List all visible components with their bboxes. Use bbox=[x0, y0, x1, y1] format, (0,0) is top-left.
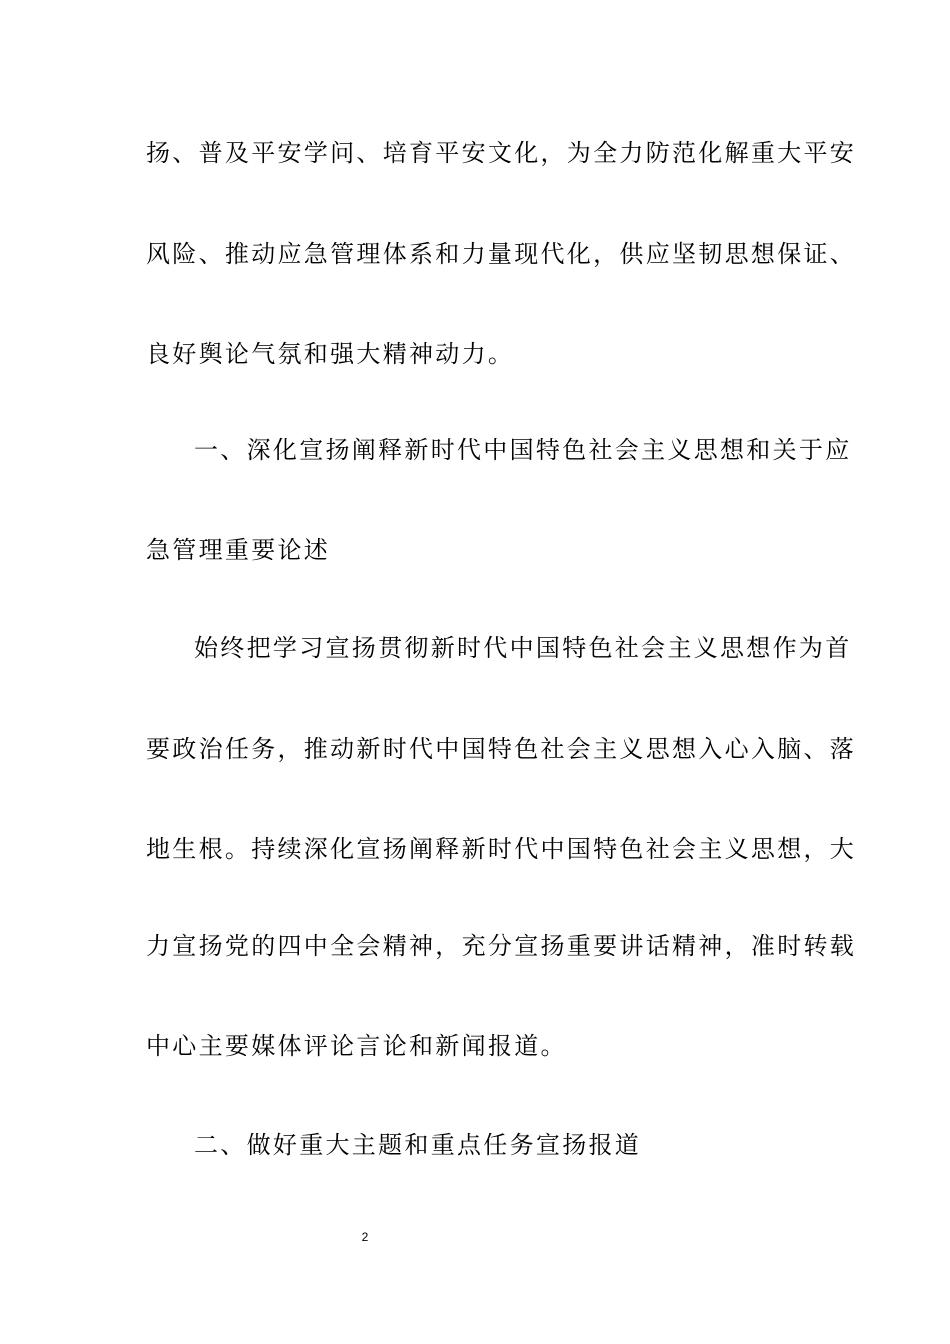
paragraph-line: 始终把学习宣扬贯彻新时代中国特色社会主义思想作为首 bbox=[194, 634, 852, 662]
section-heading-line: 一、深化宣扬阐释新时代中国特色社会主义思想和关于应 bbox=[194, 436, 852, 464]
paragraph-line: 中心主要媒体评论言论和新闻报道。 bbox=[146, 1032, 567, 1060]
page-number: 2 bbox=[361, 1230, 369, 1244]
paragraph-line: 扬、普及平安学问、培育平安文化，为全力防范化解重大平安 bbox=[146, 139, 857, 167]
paragraph-line: 地生根。持续深化宣扬阐释新时代中国特色社会主义思想，大 bbox=[146, 835, 857, 863]
paragraph-line: 良好舆论气氛和强大精神动力。 bbox=[146, 340, 515, 368]
section-heading-line: 二、做好重大主题和重点任务宣扬报道 bbox=[194, 1131, 642, 1159]
paragraph-line: 风险、推动应急管理体系和力量现代化，供应坚韧思想保证、 bbox=[146, 240, 857, 268]
paragraph-line: 要政治任务，推动新时代中国特色社会主义思想入心入脑、落 bbox=[146, 735, 857, 763]
section-heading-line: 急管理重要论述 bbox=[146, 536, 331, 564]
paragraph-line: 力宣扬党的四中全会精神，充分宣扬重要讲话精神，准时转载 bbox=[146, 932, 857, 960]
